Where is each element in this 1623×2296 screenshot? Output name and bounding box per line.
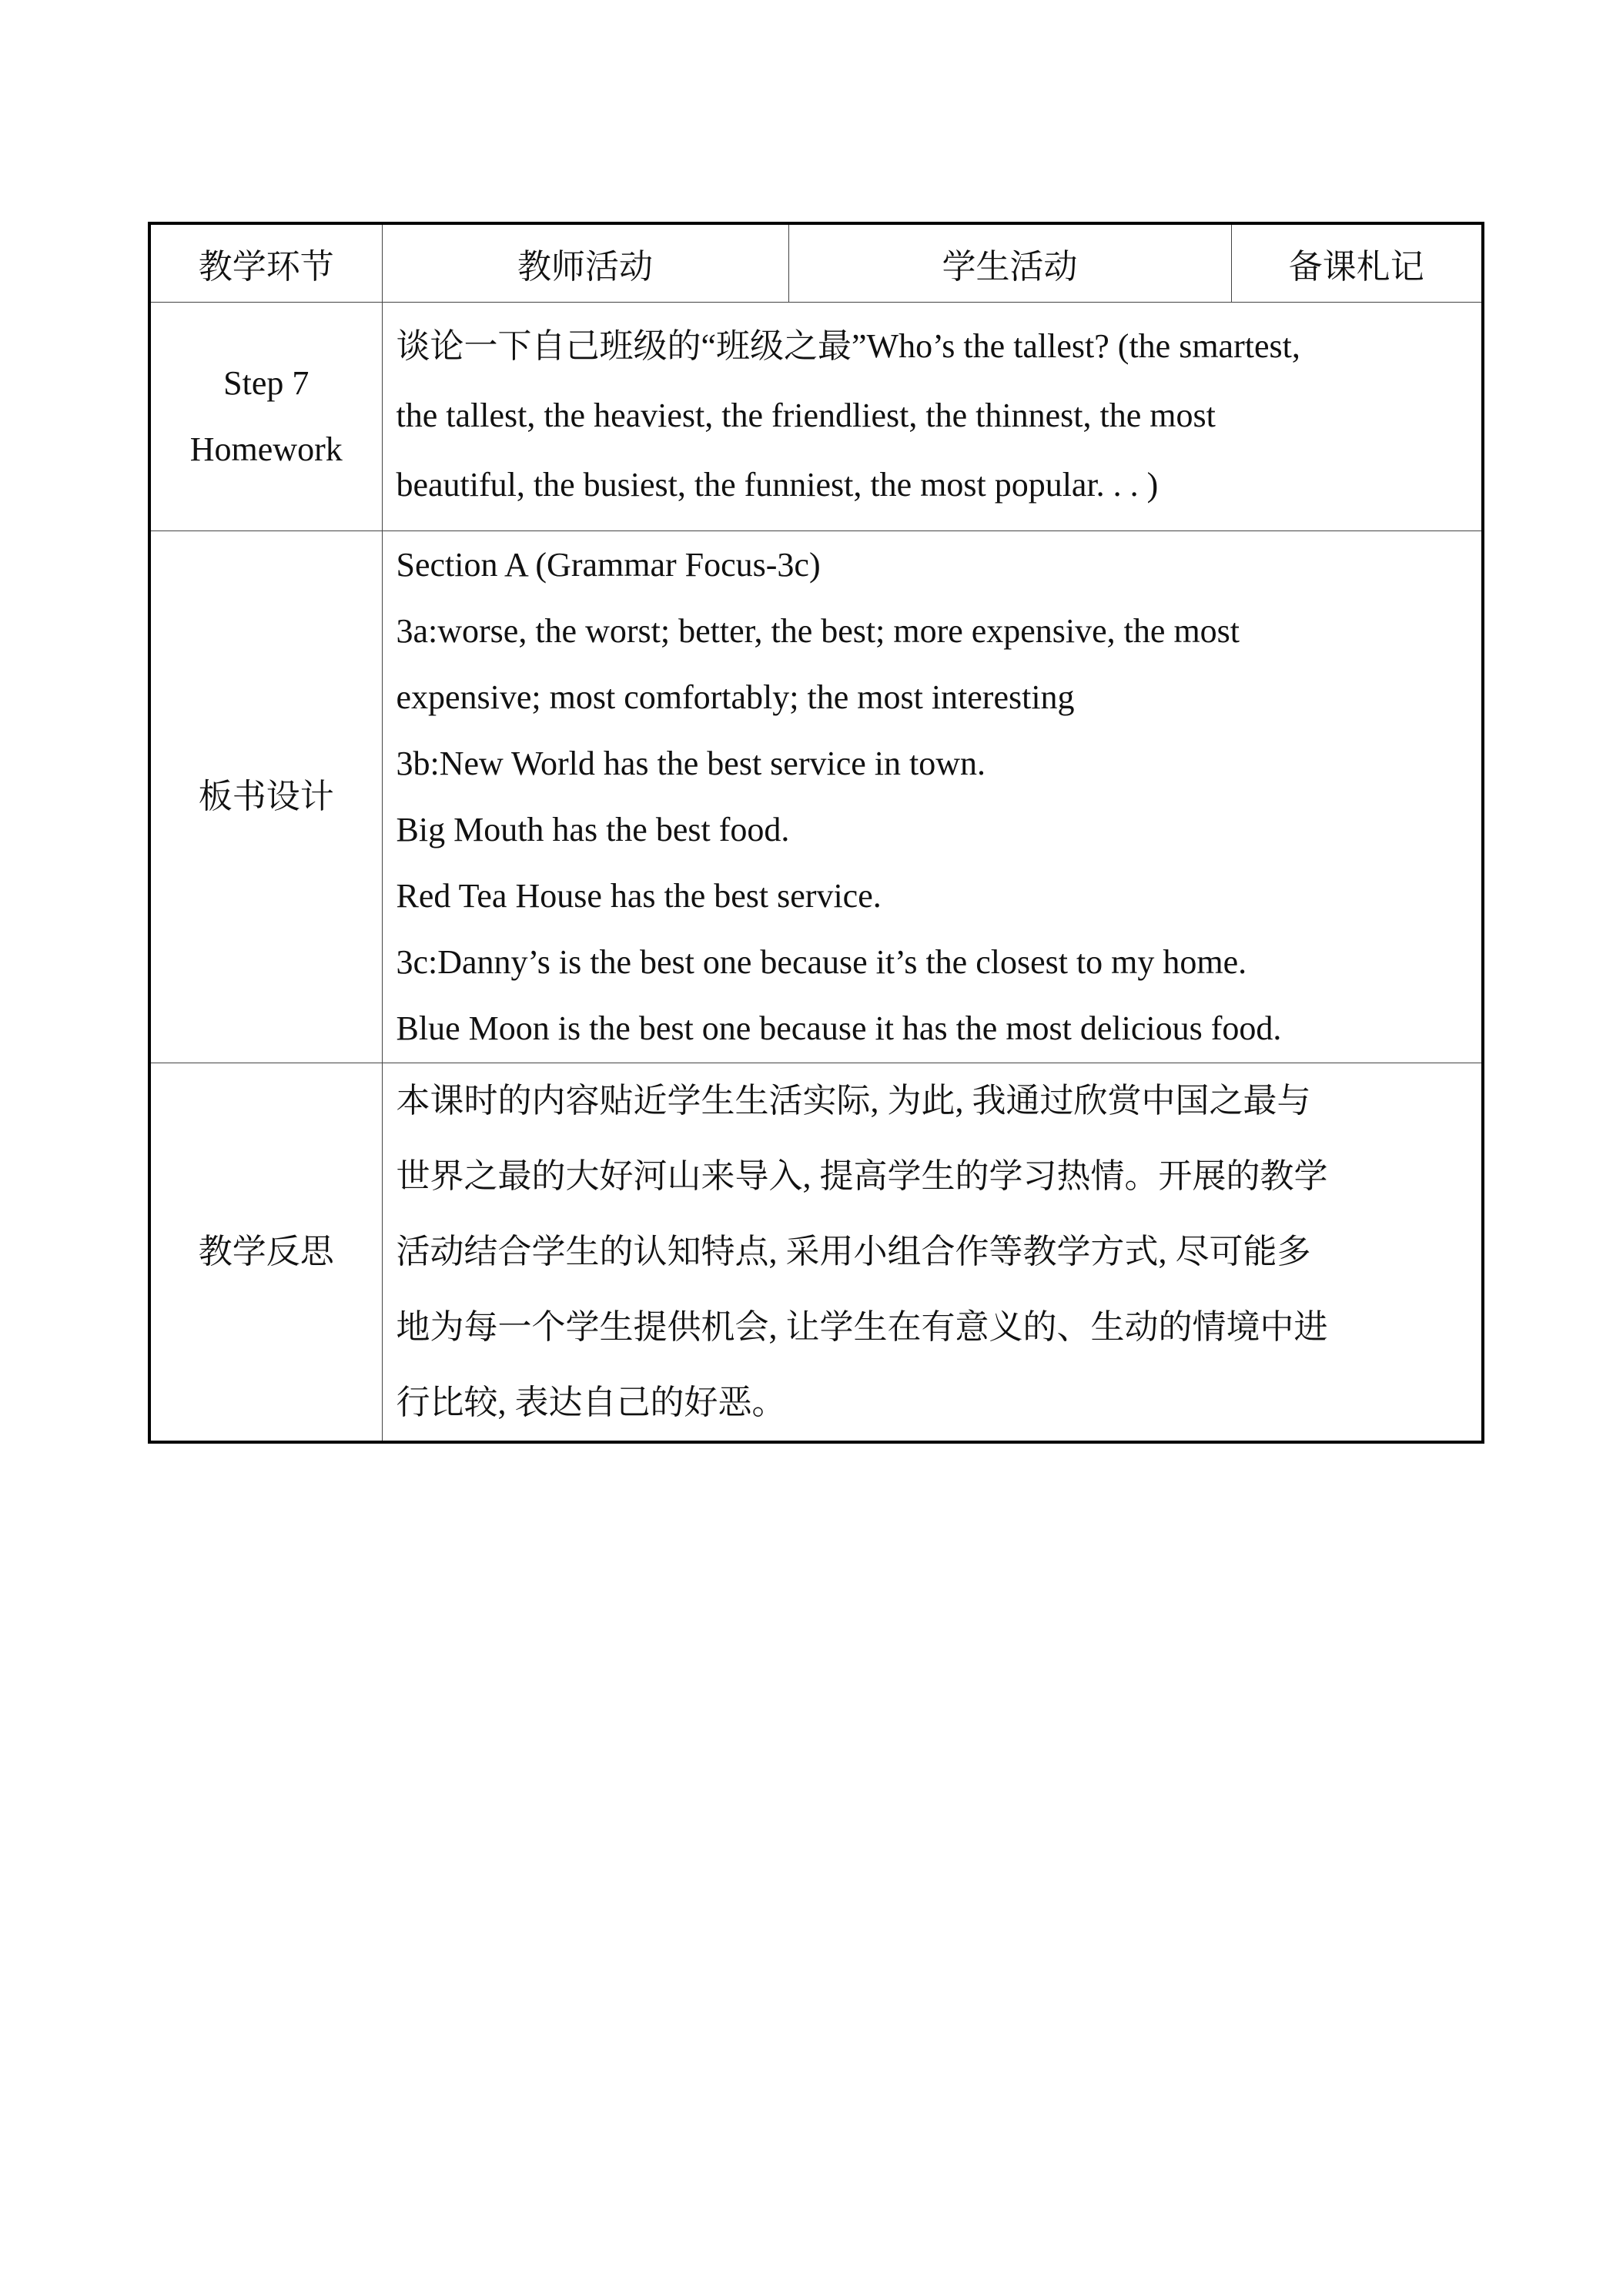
reflection-line: 地为每一个学生提供机会, 让学生在有意义的、生动的情境中进 (396, 1308, 1328, 1346)
board-design-line: 3b:New World has the best service in town. (396, 745, 986, 782)
header-student-activity: 学生活动 (788, 223, 1231, 303)
reflection-line: 本课时的内容贴近学生生活实际, 为此, 我通过欣赏中国之最与 (396, 1082, 1311, 1120)
homework-label-step: Step 7 (223, 364, 310, 402)
board-design-content (382, 531, 1483, 1063)
board-design-line: Red Tea House has the best service. (396, 877, 882, 915)
lesson-plan-table (148, 222, 1484, 1444)
homework-row (149, 303, 1483, 531)
board-design-line: Blue Moon is the best one because it has the most delicious food. (396, 1009, 1282, 1047)
board-design-line: 3a:worse, the worst; better, the best; more expensive, the most (396, 612, 1240, 650)
header-teacher-activity: 教师活动 (382, 223, 788, 303)
board-design-line: expensive; most comfortably; the most interesting (396, 678, 1075, 716)
reflection-line: 世界之最的大好河山来导入, 提高学生的学习热情。开展的教学 (396, 1157, 1328, 1195)
board-design-label: 板书设计 (149, 531, 382, 1063)
homework-label-title: Homework (189, 430, 343, 468)
homework-line: the tallest, the heaviest, the friendliest, the thinnest, the most (396, 397, 1216, 434)
reflection-line: 活动结合学生的认知特点, 采用小组合作等教学方式, 尽可能多 (396, 1233, 1311, 1270)
homework-label (149, 303, 382, 531)
reflection-line: 行比较, 表达自己的好恶。 (396, 1384, 786, 1421)
board-design-row (149, 531, 1483, 1063)
board-design-line: Section A (Grammar Focus-3c) (396, 546, 821, 584)
reflection-content (382, 1063, 1483, 1443)
reflection-row (149, 1063, 1483, 1443)
header-lesson-notes: 备课札记 (1231, 223, 1483, 303)
board-design-line: 3c:Danny’s is the best one because it’s the closest to my home. (396, 943, 1247, 981)
reflection-label: 教学反思 (149, 1063, 382, 1443)
homework-content (382, 303, 1483, 531)
homework-line: 谈论一下自己班级的“班级之最”Who’s the tallest? (the smartest, (396, 327, 1300, 365)
board-design-line: Big Mouth has the best food. (396, 811, 790, 848)
header-row (149, 223, 1483, 303)
homework-line: beautiful, the busiest, the funniest, the most popular. . . ) (396, 466, 1159, 504)
header-teaching-step: 教学环节 (149, 223, 382, 303)
